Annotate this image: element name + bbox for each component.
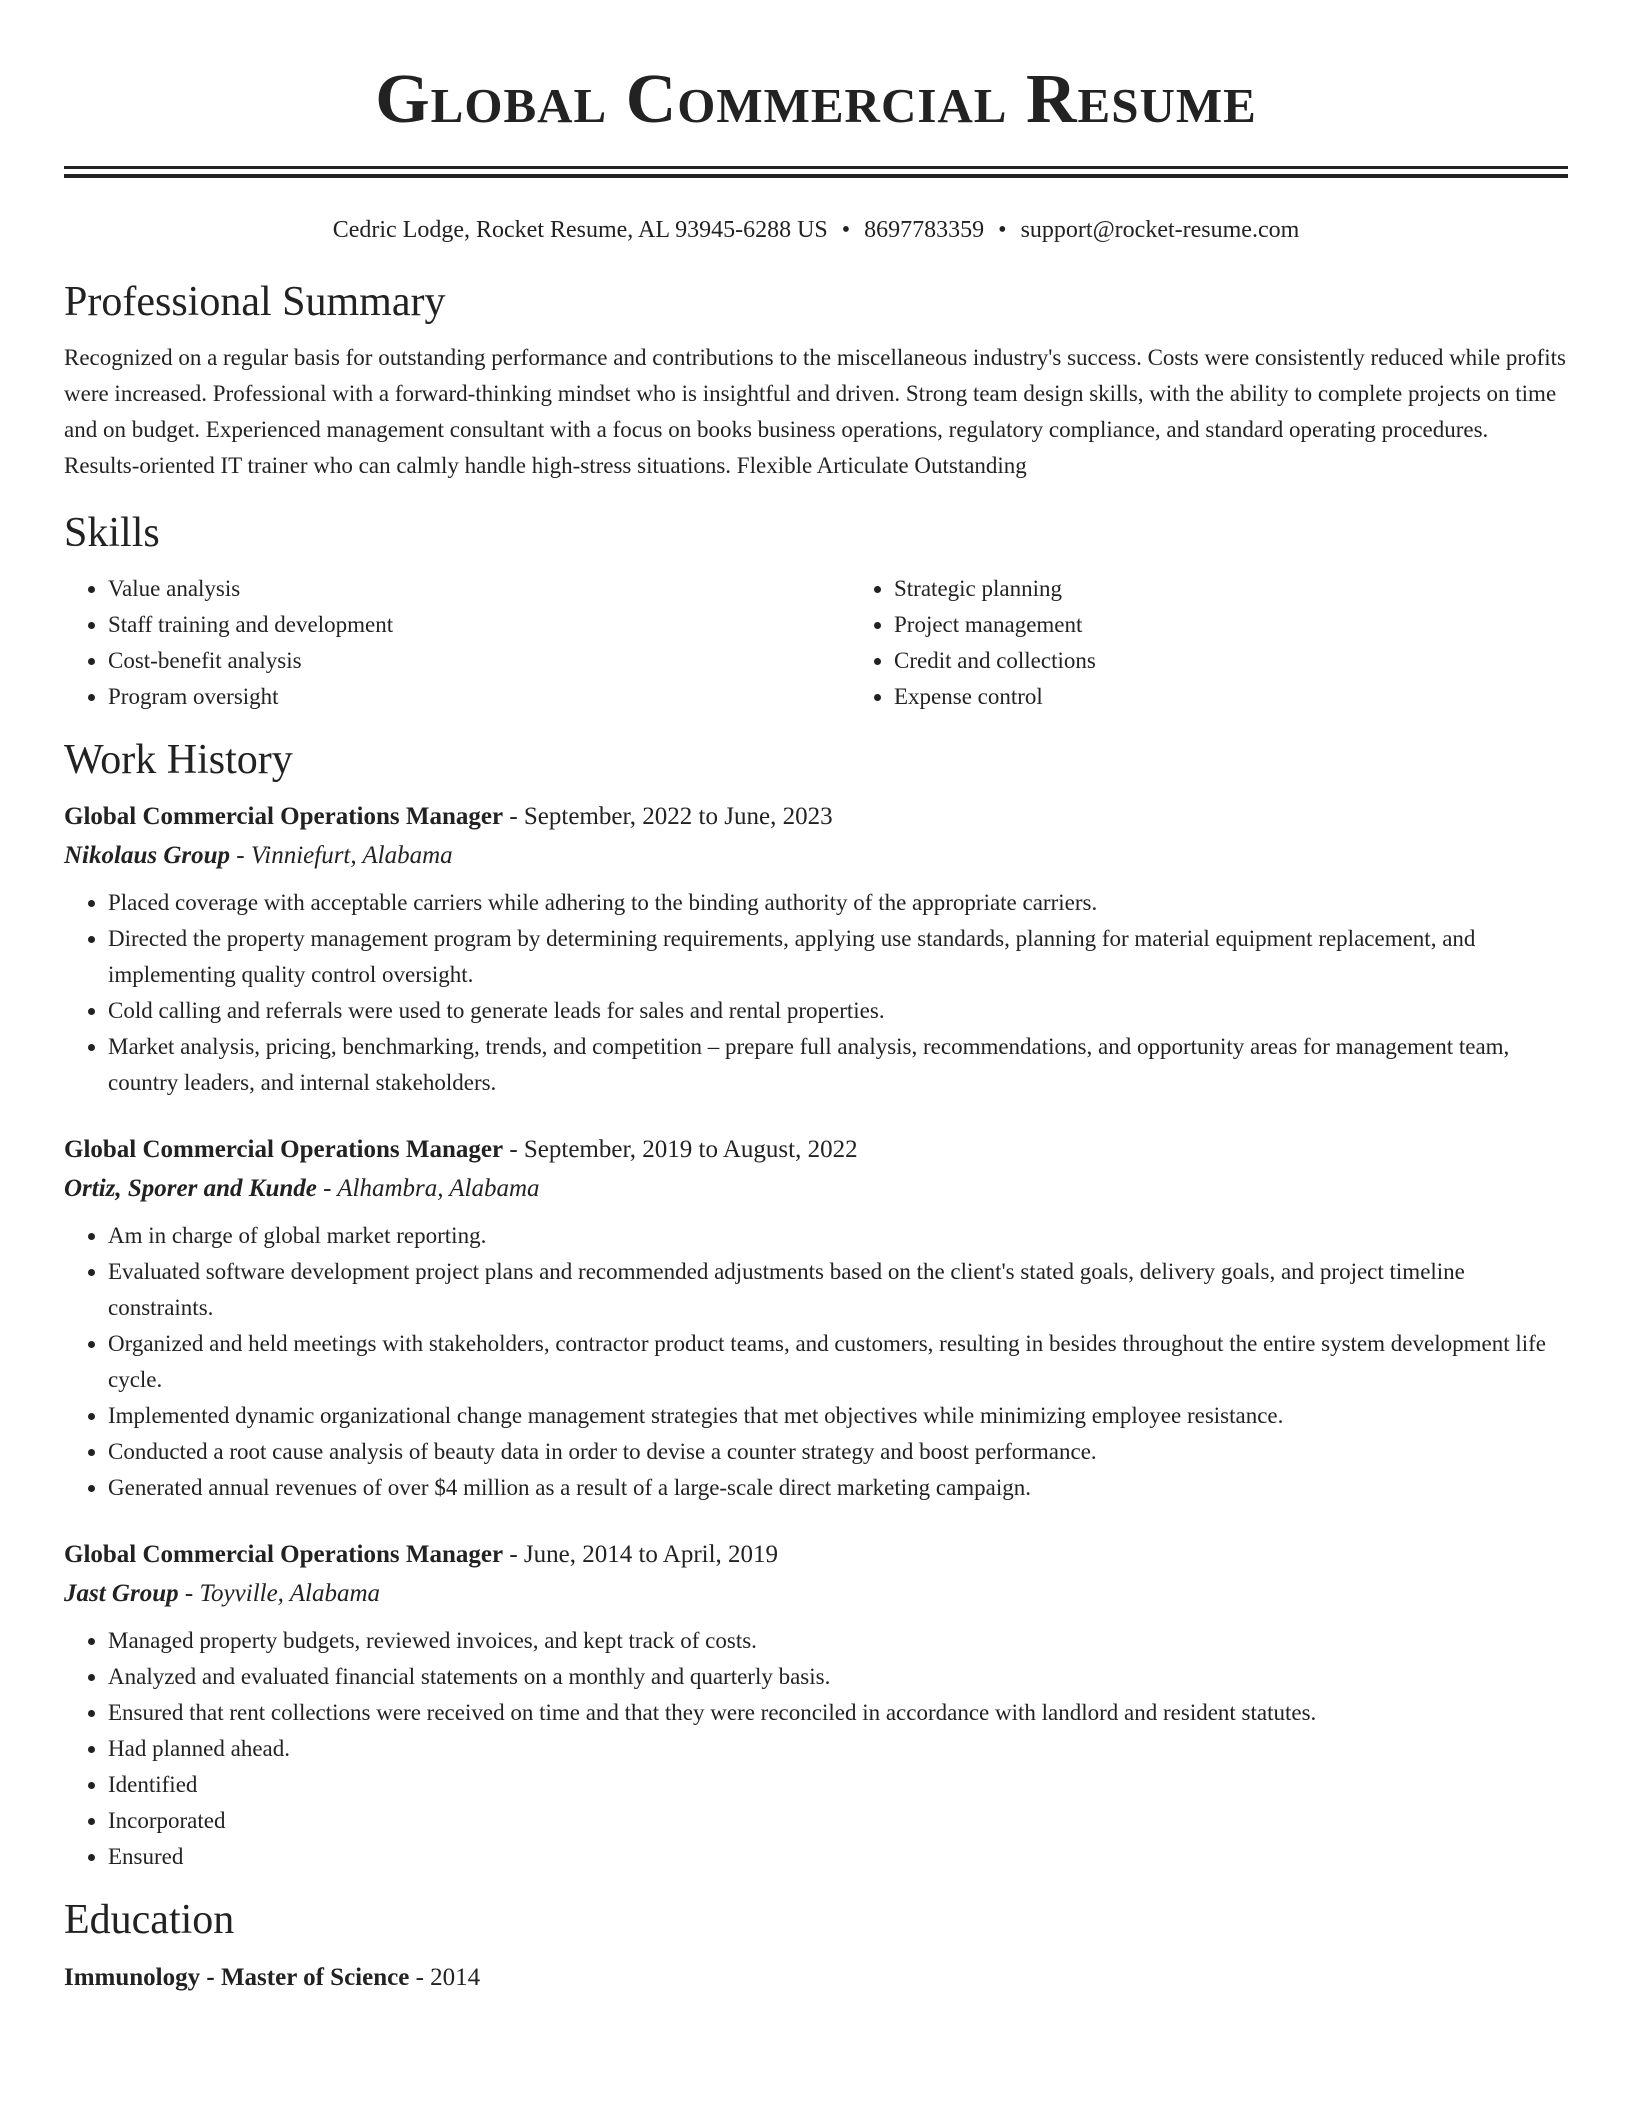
duty-item: • Am in charge of global market reporting. xyxy=(108,1218,1568,1254)
contact-line xyxy=(64,214,1568,246)
skills-heading: Skills xyxy=(64,510,160,556)
duty-item: • Had planned ahead. xyxy=(108,1731,1568,1767)
skill-item: • Strategic planning xyxy=(894,571,1568,607)
summary-heading: Professional Summary xyxy=(64,279,446,325)
job-dates: - September, 2019 to August, 2022 xyxy=(509,1136,858,1163)
job-duties xyxy=(64,1218,1568,1506)
resume-title: Global Commercial Resume xyxy=(375,61,1257,138)
contact-address: Cedric Lodge, Rocket Resume, AL 93945-6288 US xyxy=(332,217,828,243)
skill-item: • Credit and collections xyxy=(894,643,1568,679)
duty-item: • Identified xyxy=(108,1767,1568,1803)
education-year: - 2014 xyxy=(415,1964,481,1991)
skill-item: • Cost-benefit analysis xyxy=(108,643,850,679)
duty-item: • Managed property budgets, reviewed invoices, and kept track of costs. xyxy=(108,1623,1568,1659)
job-company-line xyxy=(64,836,1568,875)
job-entry xyxy=(64,1130,1568,1506)
skills-list-left xyxy=(64,571,850,715)
work-history-section xyxy=(64,735,1568,1875)
duty-item: • Cold calling and referrals were used to generate leads for sales and rental properties. xyxy=(108,993,1568,1029)
education-entry xyxy=(64,1958,1568,1997)
job-entry xyxy=(64,1535,1568,1875)
skill-item: • Value analysis xyxy=(108,571,850,607)
duty-item: • Ensured xyxy=(108,1839,1568,1875)
job-dates: - September, 2022 to June, 2023 xyxy=(509,803,833,830)
duty-item: • Organized and held meetings with stakeholders, contractor product teams, and customers, resulting in besides throughout the entire system development life cycle. xyxy=(108,1326,1568,1398)
job-duties xyxy=(64,1623,1568,1875)
job-header xyxy=(64,797,1568,836)
skills-list-right xyxy=(850,571,1568,715)
education-section xyxy=(64,1895,1568,1997)
duty-item: • Directed the property management program by determining requirements, applying use standards, planning for material equipment replacement, and implementing quality control oversight. xyxy=(108,921,1568,993)
duty-item: • Placed coverage with acceptable carriers while adhering to the binding authority of the appropriate carriers. xyxy=(108,885,1568,921)
job-entry xyxy=(64,797,1568,1101)
skill-item: • Staff training and development xyxy=(108,607,850,643)
summary-section xyxy=(64,277,1568,484)
job-title: Global Commercial Operations Manager xyxy=(64,1541,504,1568)
duty-item: • Implemented dynamic organizational change management strategies that met objectives while minimizing employee resistance. xyxy=(108,1398,1568,1434)
duty-item: • Conducted a root cause analysis of beauty data in order to devise a counter strategy and boost performance. xyxy=(108,1434,1568,1470)
duty-item: • Market analysis, pricing, benchmarking, trends, and competition – prepare full analysis, recommendations, and opportunity areas for management team, country leaders, and internal stakeholders. xyxy=(108,1029,1568,1101)
job-company: Jast Group xyxy=(64,1580,179,1607)
job-duties xyxy=(64,885,1568,1101)
skill-item: • Program oversight xyxy=(108,679,850,715)
duty-item: • Generated annual revenues of over $4 million as a result of a large-scale direct marketing campaign. xyxy=(108,1470,1568,1506)
job-location: - Alhambra, Alabama xyxy=(323,1175,540,1202)
duty-item: • Ensured that rent collections were received on time and that they were reconciled in accordance with landlord and resident statutes. xyxy=(108,1695,1568,1731)
skills-columns xyxy=(64,571,1568,715)
job-company: Nikolaus Group xyxy=(64,842,231,869)
skill-item: • Expense control xyxy=(894,679,1568,715)
title-divider-top xyxy=(64,166,1568,169)
contact-phone: 8697783359 xyxy=(864,217,985,243)
work-history-heading: Work History xyxy=(64,737,293,783)
education-heading: Education xyxy=(64,1897,235,1943)
duty-item: • Analyzed and evaluated financial statements on a monthly and quarterly basis. xyxy=(108,1659,1568,1695)
job-header xyxy=(64,1130,1568,1169)
education-degree: Immunology - Master of Science xyxy=(64,1964,410,1991)
job-title: Global Commercial Operations Manager xyxy=(64,803,504,830)
skills-section xyxy=(64,508,1568,715)
job-dates: - June, 2014 to April, 2019 xyxy=(509,1541,779,1568)
job-company: Ortiz, Sporer and Kunde xyxy=(64,1175,317,1202)
contact-separator: • xyxy=(998,217,1007,243)
job-location: - Toyville, Alabama xyxy=(184,1580,381,1607)
job-company-line xyxy=(64,1169,1568,1208)
duty-item: • Incorporated xyxy=(108,1803,1568,1839)
job-company-line xyxy=(64,1574,1568,1613)
job-header xyxy=(64,1535,1568,1574)
duty-item: • Evaluated software development project plans and recommended adjustments based on the client's stated goals, delivery goals, and project timeline constraints. xyxy=(108,1254,1568,1326)
skill-item: • Project management xyxy=(894,607,1568,643)
contact-email: support@rocket-resume.com xyxy=(1020,217,1300,243)
summary-text: Recognized on a regular basis for outstanding performance and contributions to the miscellaneous industry's success. Costs were consistently reduced while profits were increased. Professional with a forward-thinking mindset who is insightful and driven. Strong team design skills, with the ability to complete projects on time and on budget. Experienced management consultant with a focus on books business operations, regulatory compliance, and standard operating procedures. Results-oriented IT trainer who can calmly handle high-stress situations. Flexible Articulate Outstanding xyxy=(64,345,1566,478)
job-title: Global Commercial Operations Manager xyxy=(64,1136,504,1163)
title-divider-bottom xyxy=(64,174,1568,178)
job-location: - Vinniefurt, Alabama xyxy=(236,842,453,869)
contact-separator: • xyxy=(841,217,851,243)
